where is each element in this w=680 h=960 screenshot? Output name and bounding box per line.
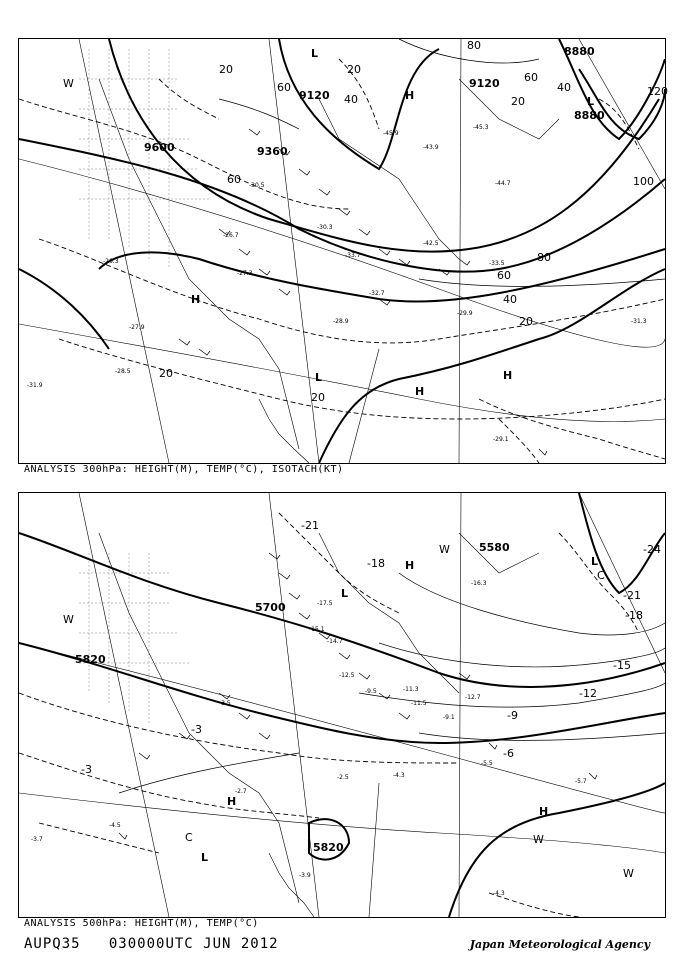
high-center-label: H [405, 89, 415, 102]
station-temp: -11.5 [411, 700, 427, 707]
isotach-contours-300 [219, 39, 665, 287]
station-temp: -4.5 [109, 822, 121, 829]
station-temp: -44.7 [495, 180, 511, 187]
height-contours-300 [19, 39, 665, 463]
map-500hpa [19, 493, 665, 917]
station-temp: -12.7 [465, 694, 481, 701]
station-temp: -29.1 [493, 436, 509, 443]
high-center-label: H [405, 559, 415, 572]
station-temp: -9.5 [365, 688, 377, 695]
bulletin-header [24, 936, 279, 952]
cold-center-label: C [185, 831, 193, 844]
isotach-label: 40 [503, 293, 517, 306]
station-temp: -15.1 [309, 626, 325, 633]
height-label: 9600 [144, 141, 175, 154]
station-temp: -45.9 [383, 130, 399, 137]
station-temp: -28.5 [115, 368, 131, 375]
warm-center-label: W [439, 543, 450, 556]
station-temp: -30.3 [317, 224, 333, 231]
station-temp: -4.3 [493, 890, 505, 897]
height-label: 8880 [564, 45, 595, 58]
temp-label: -15 [613, 659, 631, 672]
station-temp: -3.7 [31, 836, 43, 843]
station-temp: -29.9 [457, 310, 473, 317]
high-center-label: H [227, 795, 237, 808]
height-label: 5700 [255, 601, 286, 614]
station-temp: -31.3 [631, 318, 647, 325]
station-temp: -33.7 [345, 252, 361, 259]
height-label: 9360 [257, 145, 288, 158]
temp-label: -3 [191, 723, 202, 736]
map-panel-300hpa [18, 38, 666, 464]
isotach-label: 40 [557, 81, 571, 94]
high-center-label: H [503, 369, 513, 382]
temp-label: -21 [301, 519, 319, 532]
station-temp: -42.5 [423, 240, 439, 247]
warm-center-label: W [63, 613, 74, 626]
warm-center-label: W [623, 867, 634, 880]
station-temp: -5.5 [481, 760, 493, 767]
isotach-label: 80 [537, 251, 551, 264]
low-center-label: L [587, 95, 595, 108]
isotach-label: 20 [511, 95, 525, 108]
station-temp: -5.7 [575, 778, 587, 785]
isotach-label: 20 [347, 63, 361, 76]
station-temp: -33.5 [489, 260, 505, 267]
station-temp: -4.3 [393, 772, 405, 779]
height-label: 9120 [469, 77, 500, 90]
temp-label: -12 [579, 687, 597, 700]
isotach-label: 60 [497, 269, 511, 282]
station-temp: -27.3 [237, 270, 253, 277]
hatch-region-500 [79, 553, 189, 723]
isotach-label: 60 [524, 71, 538, 84]
isotach-label: 20 [519, 315, 533, 328]
isotach-label: 80 [467, 39, 481, 52]
high-center-label: H [539, 805, 549, 818]
warm-center-label: W [63, 77, 74, 90]
height-label: 5820 [313, 841, 344, 854]
isotach-label: 20 [219, 63, 233, 76]
station-temp: -26.7 [223, 232, 239, 239]
bulletin-code: AUPQ35 [24, 936, 81, 952]
station-temp: -26.3 [103, 258, 119, 265]
map-300hpa [19, 39, 668, 463]
station-temp: -16.3 [471, 580, 487, 587]
temp-label: -18 [625, 609, 643, 622]
station-temp: -12.5 [339, 672, 355, 679]
station-temp: -9.1 [443, 714, 455, 721]
caption-500hpa: ANALYSIS 500hPa: HEIGHT(M), TEMP(°C) [24, 918, 259, 929]
station-temp: -14.7 [327, 638, 343, 645]
low-center-label: L [311, 47, 319, 60]
station-temp: -2.5 [337, 774, 349, 781]
bulletin-datetime: 030000UTC JUN 2012 [108, 936, 279, 952]
station-temp: -3.5 [219, 700, 231, 707]
height-label: 8880 [574, 109, 605, 122]
temp-label: -24 [643, 543, 661, 556]
station-temp: -31.9 [27, 382, 43, 389]
warm-center-label: W [533, 833, 544, 846]
station-temp: -11.3 [403, 686, 419, 693]
isotach-label: 60 [277, 81, 291, 94]
station-temp: -28.9 [333, 318, 349, 325]
temp-label: -9 [507, 709, 518, 722]
high-center-label: H [415, 385, 425, 398]
station-temp: -27.9 [129, 324, 145, 331]
isotach-label: 60 [227, 173, 241, 186]
station-temp: -17.5 [317, 600, 333, 607]
map-panel-500hpa [18, 492, 666, 918]
station-temp: -43.9 [423, 144, 439, 151]
temp-label: -18 [367, 557, 385, 570]
low-center-label: L [201, 851, 209, 864]
station-temp: -32.7 [369, 290, 385, 297]
temp-label: -21 [623, 589, 641, 602]
isotach-label: 100 [633, 175, 654, 188]
isotherm-contours-500 [19, 513, 639, 917]
isotach-label: 120 [647, 85, 668, 98]
station-temp: -30.5 [249, 182, 265, 189]
low-center-label: L [591, 555, 599, 568]
graticule-300 [19, 39, 665, 463]
station-temp: -45.3 [473, 124, 489, 131]
temp-label: -6 [503, 747, 514, 760]
height-label: 5580 [479, 541, 510, 554]
station-temp: -3.9 [299, 872, 311, 879]
temp-label: -3 [81, 763, 92, 776]
low-center-label: L [341, 587, 349, 600]
hatch-region-300 [79, 49, 209, 269]
cold-center-label: C [597, 569, 605, 582]
station-temp: -2.7 [235, 788, 247, 795]
caption-300hpa: ANALYSIS 300hPa: HEIGHT(M), TEMP(°C), ISOTACH(KT) [24, 464, 344, 475]
isotach-label: 40 [344, 93, 358, 106]
isotach-label: 20 [159, 367, 173, 380]
high-center-label: H [191, 293, 201, 306]
agency-name: Japan Meteorological Agency [469, 938, 650, 951]
height-label: 9120 [299, 89, 330, 102]
low-center-label: L [315, 371, 323, 384]
height-label: 5820 [75, 653, 106, 666]
isotach-label: 20 [311, 391, 325, 404]
